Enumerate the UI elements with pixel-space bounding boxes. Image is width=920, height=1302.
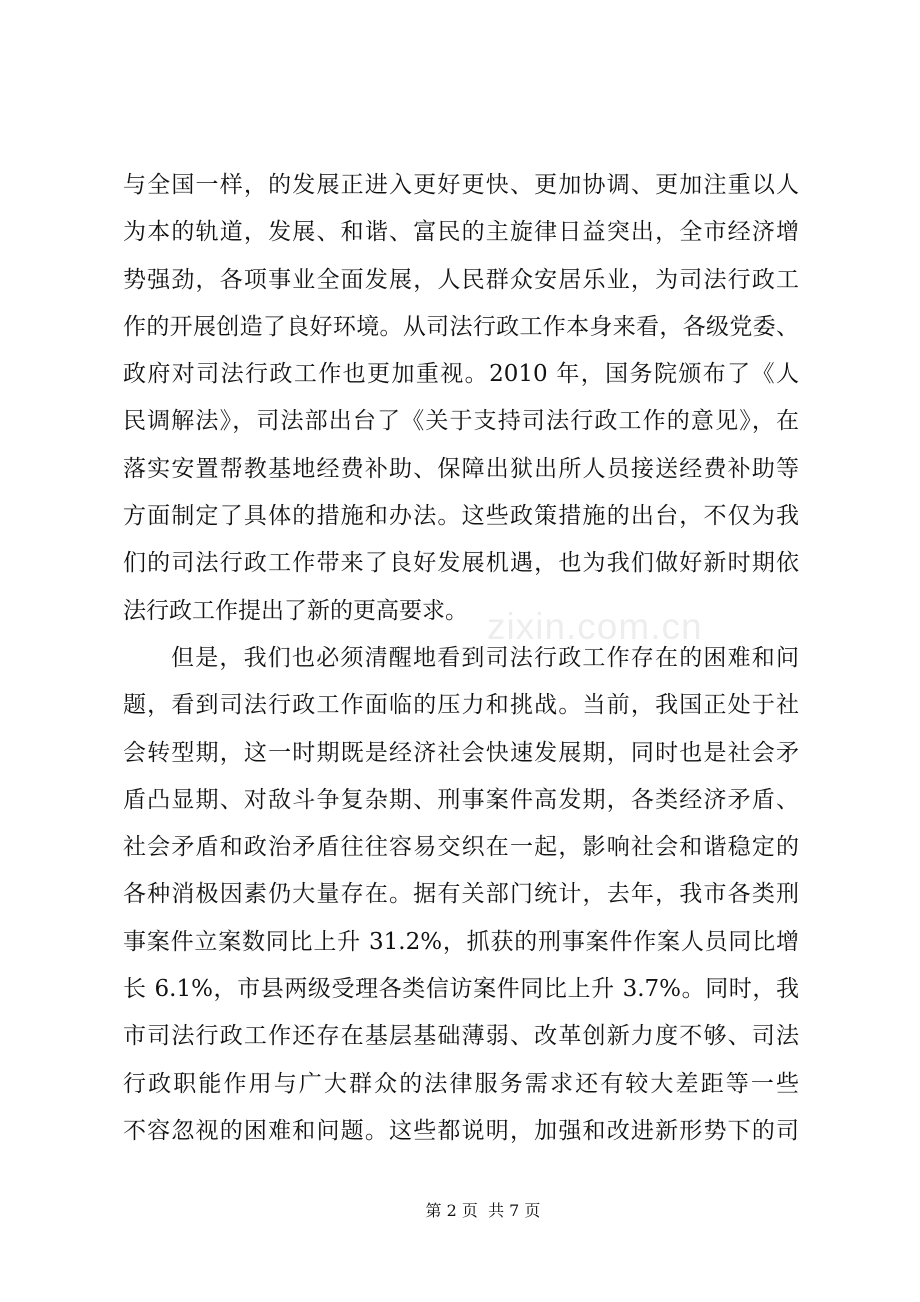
page-number-footer: 第 2 页 共 7 页 xyxy=(425,1201,541,1220)
text-line: 方面制定了具体的措施和办法。这些政策措施的出台，不仅为我 xyxy=(123,503,799,530)
text-line: 民调解法》，司法部出台了《关于支持司法行政工作的意见》，在 xyxy=(123,408,799,435)
text-line: 社会矛盾和政治矛盾往往容易交织在一起，影响社会和谐稳定的 xyxy=(123,834,799,861)
paragraph xyxy=(123,635,799,1155)
watermark-text: zixin.com.cn xyxy=(487,606,703,647)
text-line: 各种消极因素仍大量存在。据有关部门统计，去年，我市各类刑 xyxy=(123,881,799,908)
document-body xyxy=(123,162,799,1155)
text-line: 会转型期，这一时期既是经济社会快速发展期，同时也是社会矛 xyxy=(123,739,799,766)
text-line: 作的开展创造了良好环境。从司法行政工作本身来看，各级党委、 xyxy=(123,313,799,340)
paragraph xyxy=(123,162,799,635)
text-line: 题，看到司法行政工作面临的压力和挑战。当前，我国正处于社 xyxy=(123,692,799,719)
text-line: 势强劲，各项事业全面发展，人民群众安居乐业，为司法行政工 xyxy=(123,266,799,293)
text-line: 盾凸显期、对敌斗争复杂期、刑事案件高发期，各类经济矛盾、 xyxy=(123,786,799,813)
text-line: 不容忽视的困难和问题。这些都说明，加强和改进新形势下的司 xyxy=(123,1117,799,1144)
text-line: 但是，我们也必须清醒地看到司法行政工作存在的困难和问 xyxy=(171,644,799,671)
text-line: 行政职能作用与广大群众的法律服务需求还有较大差距等一些 xyxy=(123,1070,799,1097)
text-line: 市司法行政工作还存在基层基础薄弱、改革创新力度不够、司法 xyxy=(123,1023,799,1050)
text-line: 长 6.1%，市县两级受理各类信访案件同比上升 3.7%。同时，我 xyxy=(123,976,799,1003)
text-line: 事案件立案数同比上升 31.2%，抓获的刑事案件作案人员同比增 xyxy=(123,928,799,955)
text-line: 与全国一样，的发展正进入更好更快、更加协调、更加注重以人 xyxy=(123,172,799,198)
text-line: 法行政工作提出了新的更高要求。 xyxy=(123,597,468,624)
text-line: 落实安置帮教基地经费补助、保障出狱出所人员接送经费补助等 xyxy=(123,455,799,482)
text-line: 为本的轨道，发展、和谐、富民的主旋律日益突出，全市经济增 xyxy=(123,219,799,246)
text-line: 政府对司法行政工作也更加重视。2010 年，国务院颁布了《人 xyxy=(123,361,799,388)
text-line: 们的司法行政工作带来了良好发展机遇，也为我们做好新时期依 xyxy=(123,550,799,577)
